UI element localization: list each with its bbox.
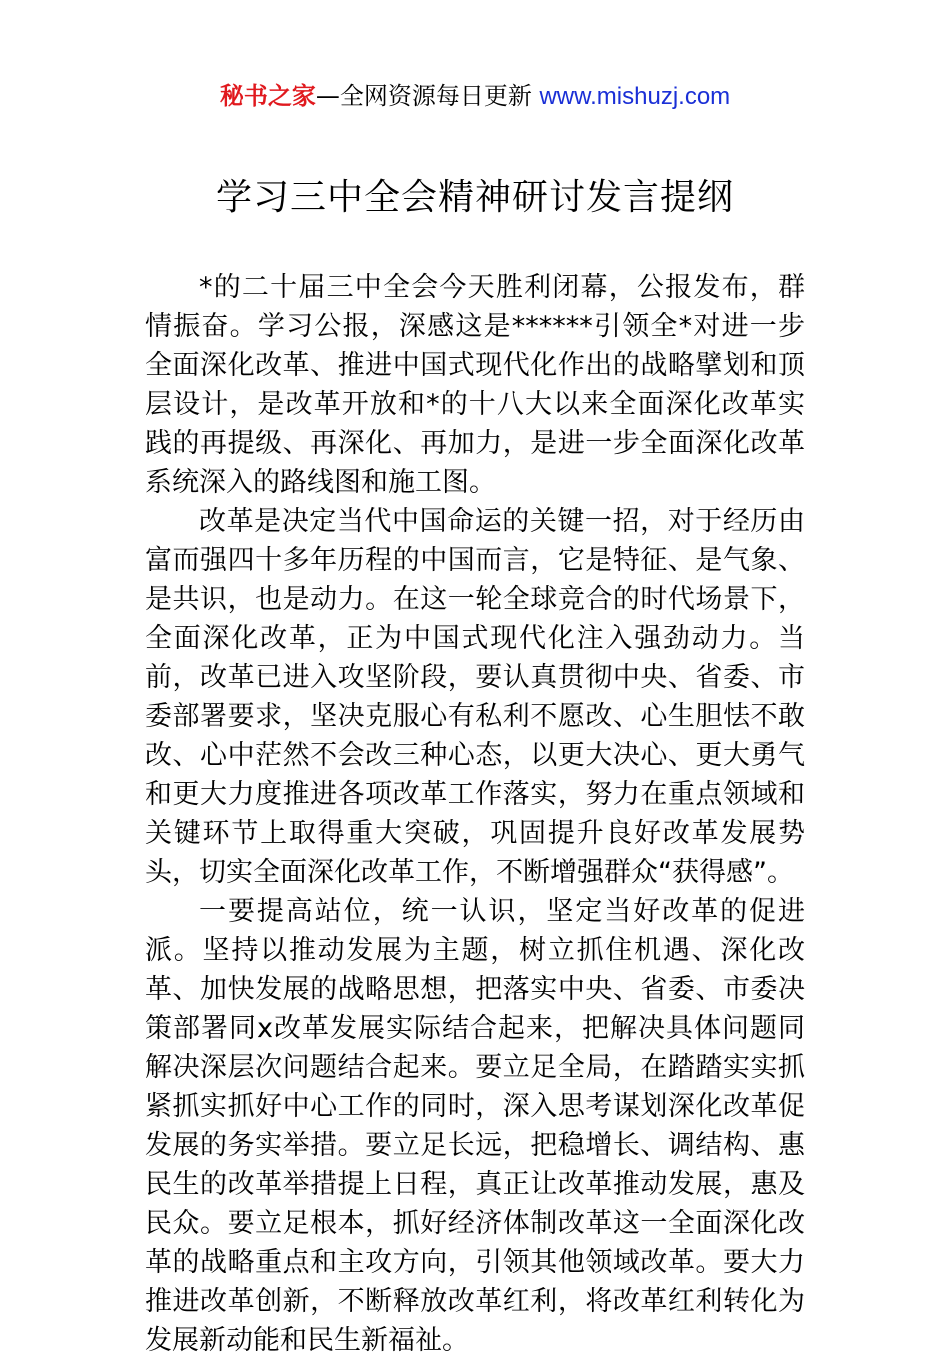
document-body bbox=[145, 268, 805, 1360]
document-title: 学习三中全会精神研讨发言提纲 bbox=[215, 177, 734, 218]
paragraph: 改革是决定当代中国命运的关键一招，对于经历由富而强四十多年历程的中国而言，它是特征、是气象、是共识，也是动力。在这一轮全球竞合的时代场景下，全面深化改革，正为中国式现代化注入强劲动力。当前，改革已进入攻坚阶段，要认真贯彻中央、省委、市委部署要求，坚决克服心有私利不愿改、心生胆怯不敢改、心中茫然不会改三种心态，以更大决心、更大勇气和更大力度推进各项改革工作落实，努力在重点领域和关键环节上取得重大突破，巩固提升良好改革发展势头，切实全面深化改革工作，不断增强群众“获得感”。 bbox=[145, 506, 805, 888]
site-tagline: —全网资源每日更新 bbox=[315, 82, 540, 110]
paragraph: *的二十届三中全会今天胜利闭幕，公报发布，群情振奋。学习公报，深感这是******引领全*对进一步全面深化改革、推进中国式现代化作出的战略擘划和顶层设计，是改革开放和*的十八大以来全面深化改革实践的再提级、再深化、再加力，是进一步全面深化改革系统深入的路线图和施工图。 bbox=[145, 272, 805, 498]
site-url-link[interactable]: www.mishuzj.com bbox=[539, 83, 731, 110]
site-brand: 秘书之家 bbox=[219, 82, 316, 110]
site-header bbox=[0, 80, 950, 113]
paragraph: 一要提高站位，统一认识，坚定当好改革的促进派。坚持以推动发展为主题，树立抓住机遇、深化改革、加快发展的战略思想，把落实中央、省委、市委决策部署同x改革发展实际结合起来，把解决具体问题同解决深层次问题结合起来。要立足全局，在踏踏实实抓紧抓实抓好中心工作的同时，深入思考谋划深化改革促发展的务实举措。要立足长远，把稳增长、调结构、惠民生的改革举措提上日程，真正让改革推动发展，惠及民众。要立足根本，抓好经济体制改革这一全面深化改革的战略重点和主攻方向，引领其他领域改革。要大力推进改革创新，不断释放改革红利，将改革红利转化为发展新动能和民生新福祉。 bbox=[145, 896, 805, 1356]
